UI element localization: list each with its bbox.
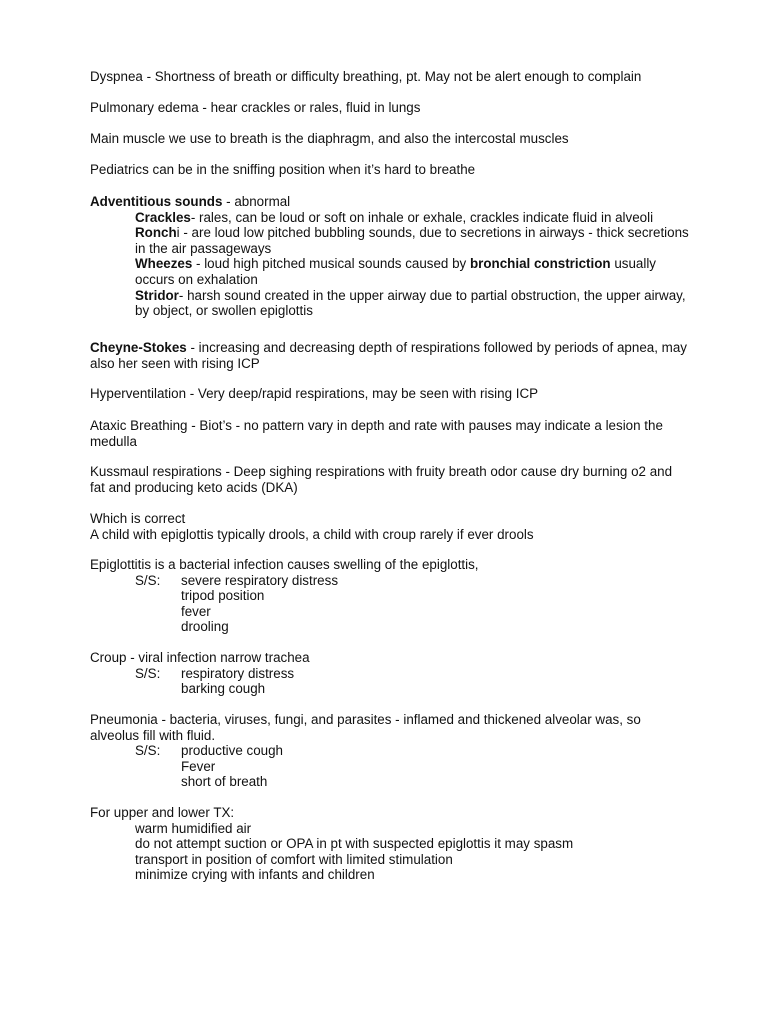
ronchi-def: i - are loud low pitched bubbling sounds, due to secretions in airways - thick secretions in the air passageways — [135, 225, 689, 256]
crackles-term: Crackles — [135, 209, 191, 225]
child-line: A child with epiglottis typically drools, a child with croup rarely if ever drools — [90, 526, 534, 542]
adventitious-def: - abnormal — [222, 194, 291, 209]
list-item: tripod position — [181, 588, 265, 604]
cheyne-stokes-term: Cheyne-Stokes — [90, 340, 187, 355]
kussmaul-line: Kussmaul respirations - Deep sighing respirations with fruity breath odor cause dry burning o2 and fat and producing keto acids (DKA) — [90, 464, 673, 495]
list-item: minimize crying with infants and children — [135, 867, 375, 883]
wheezes-def: - loud high pitched musical sounds caused by — [192, 256, 470, 272]
list-item: drooling — [181, 619, 229, 635]
ataxic-line: Ataxic Breathing - Biot’s - no pattern vary in depth and rate with pauses may indicate a lesion the medulla — [90, 418, 663, 449]
croup-section — [90, 650, 690, 697]
hyperventilation-line: Hyperventilation - Very deep/rapid respirations, may be seen with rising ICP — [90, 386, 539, 401]
wheezes-def-2: usually occurs on exhalation — [135, 256, 656, 287]
list-item: fever — [181, 603, 211, 619]
stridor-term: Stridor — [135, 287, 179, 303]
croup-heading: Croup - viral infection narrow trachea — [90, 650, 310, 665]
croup-ss-row — [90, 666, 690, 682]
wheezes-line — [90, 256, 690, 287]
list-item: do not attempt suction or OPA in pt with suspected epiglottis it may spasm — [135, 836, 574, 852]
list-item: severe respiratory distress — [181, 572, 339, 588]
stridor-line — [90, 288, 690, 319]
main-muscle-line: Main muscle we use to breath is the diaphragm, and also the intercostal muscles — [90, 131, 569, 146]
treatment-section — [90, 805, 690, 883]
ss-label: S/S: — [135, 665, 161, 681]
list-item: Fever — [181, 758, 216, 774]
list-item: productive cough — [181, 743, 283, 759]
adventitious-section — [90, 194, 690, 319]
cheyne-stokes-def: - increasing and decreasing depth of respirations followed by periods of apnea, may also her seen with rising ICP — [90, 340, 687, 371]
adventitious-heading — [90, 194, 690, 210]
pediatrics-line: Pediatrics can be in the sniffing position when it’s hard to breathe — [90, 162, 476, 177]
pneumonia-section — [90, 712, 690, 790]
ronchi-term: Ronch — [135, 225, 177, 241]
list-item: respiratory distress — [181, 665, 295, 681]
treatment-heading: For upper and lower TX: — [90, 805, 235, 820]
pneumonia-ss-row — [90, 743, 690, 759]
list-item: short of breath — [181, 774, 268, 790]
bronchial-constriction-term: bronchial constriction — [469, 256, 611, 272]
list-item: transport in position of comfort with limited stimulation — [135, 851, 453, 867]
ss-label: S/S: — [135, 572, 161, 588]
epiglottitis-heading: Epiglottitis is a bacterial infection causes swelling of the epiglottis, — [90, 557, 479, 572]
ronchi-line — [90, 225, 690, 256]
stridor-def: - harsh sound created in the upper airway due to partial obstruction, the upper airway, by object, or swollen epiglottis — [135, 287, 686, 319]
ss-label: S/S: — [135, 743, 161, 759]
dyspnea-line: Dyspnea - Shortness of breath or difficulty breathing, pt. May not be alert enough to complain — [90, 69, 642, 84]
cheyne-stokes-line — [90, 340, 690, 371]
pulmonary-edema-line: Pulmonary edema - hear crackles or rales, fluid in lungs — [90, 100, 421, 115]
adventitious-term: Adventitious sounds — [90, 194, 223, 209]
epiglottitis-section — [90, 557, 690, 635]
list-item: barking cough — [181, 681, 266, 697]
crackles-line — [90, 210, 690, 226]
list-item: warm humidified air — [135, 820, 252, 836]
wheezes-term: Wheezes — [135, 256, 193, 272]
epiglottitis-ss-row — [90, 573, 690, 589]
which-correct-section — [90, 511, 690, 542]
which-correct-line: Which is correct — [90, 511, 186, 526]
crackles-def: - rales, can be loud or soft on inhale or exhale, crackles indicate fluid in alveoli — [190, 209, 654, 225]
pneumonia-heading: Pneumonia - bacteria, viruses, fungi, and parasites - inflamed and thickened alveolar was, so alveolus fill with fluid. — [90, 712, 641, 743]
